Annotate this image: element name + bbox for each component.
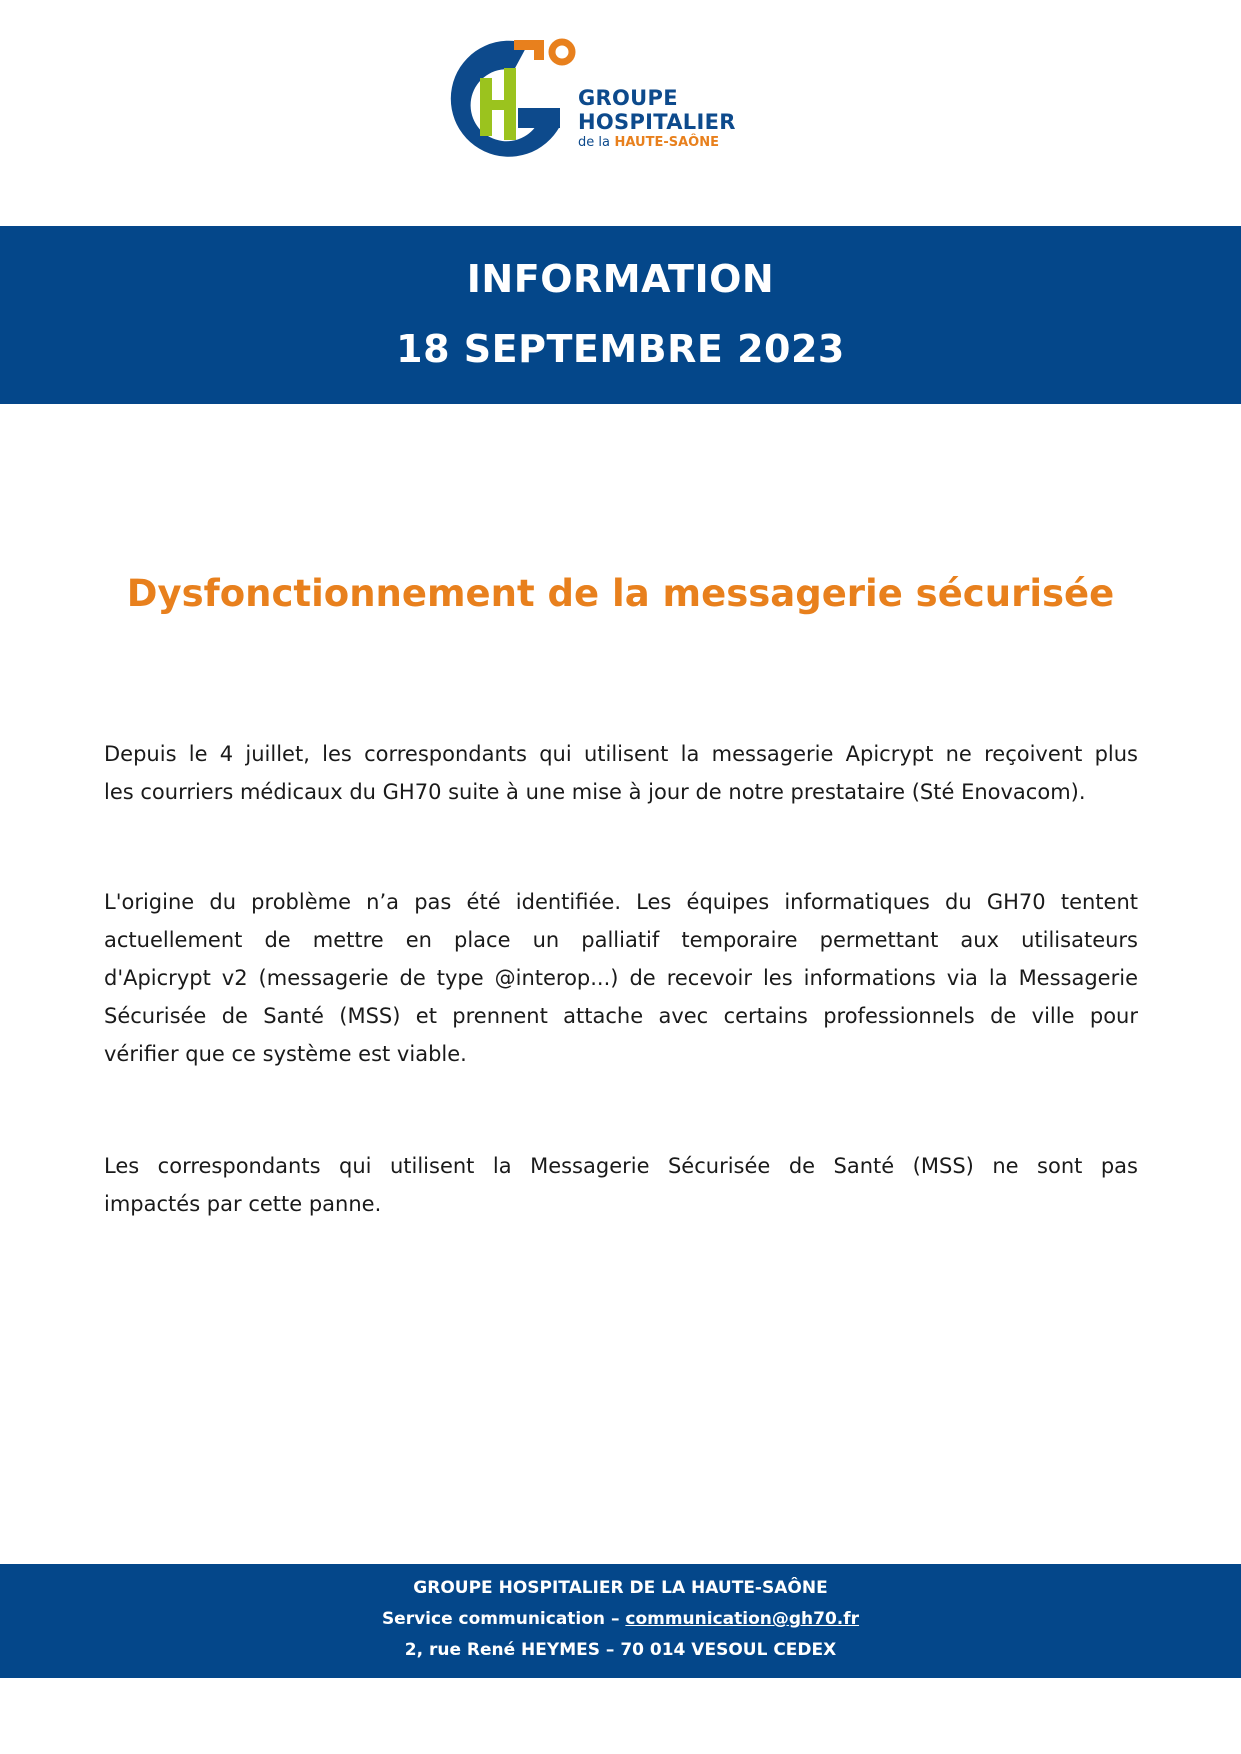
paragraph-3-line-2: impactés par cette panne.: [104, 1192, 382, 1216]
paragraph-2-line-2: actuellement de mettre en place un palliatif temporaire permettant aux utilisateurs: [104, 928, 1138, 952]
logo-line3-prefix: de la: [578, 135, 610, 150]
logo-zero: [552, 42, 572, 62]
footer-email-link[interactable]: communication@gh70.fr: [625, 1609, 860, 1629]
paragraph-3: [104, 1147, 1138, 1223]
paragraph-2-line-4: Sécurisée de Santé (MSS) et prennent attache avec certains professionnels de ville pour: [104, 1004, 1138, 1028]
footer-address: 2, rue René HEYMES – 70 014 VESOUL CEDEX: [404, 1640, 837, 1660]
logo-line-haute-saone: [578, 136, 736, 149]
logo-line-groupe: GROUPE: [578, 86, 678, 110]
logo-line3-highlight: HAUTE-SAÔNE: [614, 135, 719, 150]
article-headline: Dysfonctionnement de la messagerie sécurisée: [126, 572, 1115, 615]
paragraph-1-line-1: Depuis le 4 juillet, les correspondants qui utilisent la messagerie Apicrypt ne reçoivent plus: [104, 742, 1138, 766]
footer-contact: [0, 1609, 1241, 1629]
banner-title: INFORMATION: [466, 257, 775, 301]
paragraph-1: [104, 735, 1138, 811]
paragraph-1-line-2: les courriers médicaux du GH70 suite à une mise à jour de notre prestataire (Sté Enovacom).: [104, 780, 1086, 804]
paragraph-2: [104, 883, 1138, 1073]
information-banner: [0, 226, 1241, 404]
footer-service-label: Service communication –: [381, 1609, 626, 1629]
banner-date: 18 SEPTEMBRE 2023: [396, 327, 845, 371]
logo-text: [578, 88, 736, 149]
paragraph-2-line-1: L'origine du problème n’a pas été identifiée. Les équipes informatiques du GH70 tentent: [104, 890, 1138, 914]
paragraph-2-line-5: vérifier que ce système est viable.: [104, 1042, 467, 1066]
footer: [0, 1564, 1241, 1678]
logo-g-bar: [518, 108, 560, 128]
logo-h-bar: [480, 100, 516, 110]
paragraph-3-line-1: Les correspondants qui utilisent la Messagerie Sécurisée de Santé (MSS) ne sont pas: [104, 1154, 1138, 1178]
paragraph-2-line-3: d'Apicrypt v2 (messagerie de type @interop...) de recevoir les informations via la Messagerie: [104, 966, 1138, 990]
logo-line-hospitalier: HOSPITALIER: [578, 110, 736, 134]
footer-organization: GROUPE HOSPITALIER DE LA HAUTE-SAÔNE: [413, 1578, 828, 1598]
gh70-logo-icon: [436, 30, 576, 170]
gh70-logo: [436, 30, 748, 170]
